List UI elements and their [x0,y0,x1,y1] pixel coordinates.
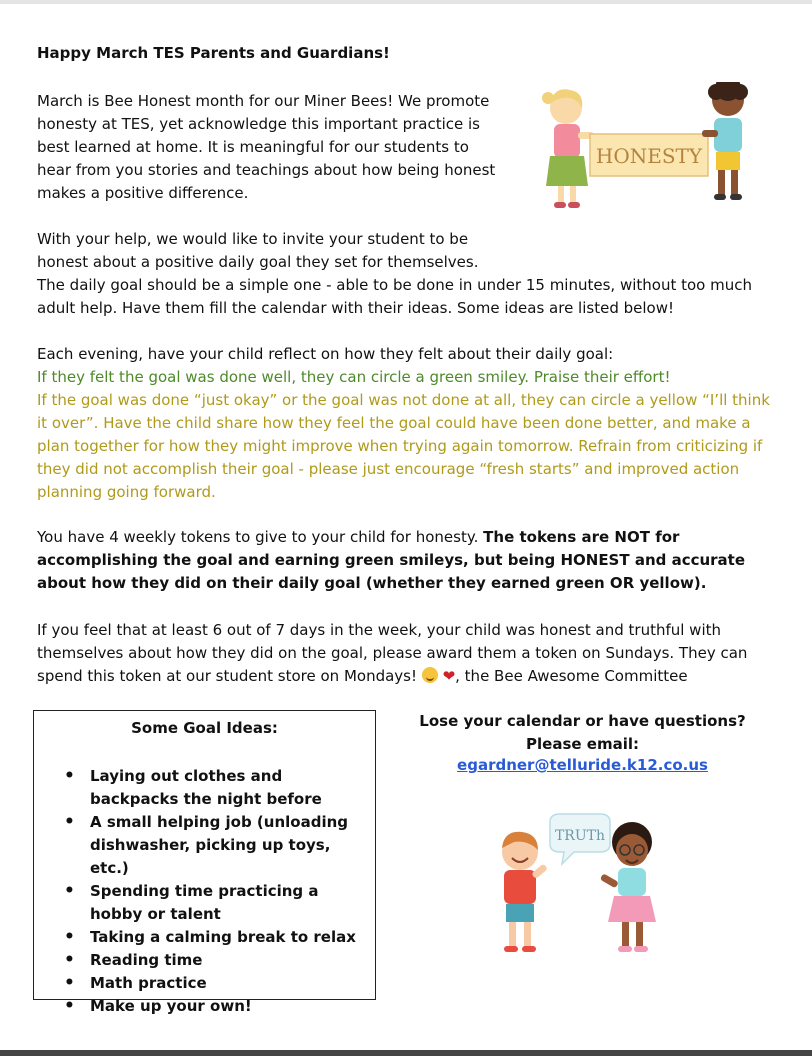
contact-question: Lose your calendar or have questions? [419,712,746,730]
truth-speech-bubble [550,814,610,864]
contact-please-email: Please email: [526,735,639,753]
bottom-border [0,1050,812,1056]
list-item: • Taking a calming break to relax [54,926,372,949]
list-item: • A small helping job (unloading dishwasher, picking up toys, etc.) [54,811,372,880]
svg-text:HONESTY: HONESTY [595,144,703,168]
tokens-paragraph [37,526,777,595]
heart-emoji-icon: ❤ [442,667,456,685]
honest-week-text: If you feel that at least 6 out of 7 days in the week, your child was honest and truthful with themselves about how they did on the goal, please award them a token on Sundays. They can spend this token at our student store on Mondays! [37,621,748,685]
yellow-instruction: If the goal was done “just okay” or the goal was not done at all, they can circle a yellow “I’ll think it over”. Have the child share how they feel the goal could have been done better, and make a plan together for how they might improve when trying again tomorrow. Refrain from criticizing if they did not accomplish their goal - please just encourage “fresh starts” and improved action planning going forward. [37,391,770,501]
honest-week-paragraph [37,619,777,688]
goal-ideas-title: Some Goal Ideas: [131,719,278,737]
girl-figure [542,89,594,208]
top-border [0,0,812,4]
email-link[interactable]: egardner@telluride.k12.co.us [457,756,708,774]
boy-figure [702,82,748,200]
list-item: • Spending time practicing a hobby or talent [54,880,372,926]
contact-block [410,710,755,756]
tokens-plain: You have 4 weekly tokens to give to your child for honesty. [37,528,479,546]
reflection-section [37,343,777,504]
honesty-illustration [532,82,772,217]
smiley-emoji-icon [422,667,438,683]
boy-figure [502,832,548,952]
goal-ideas-box [33,710,376,1015]
list-item: • Laying out clothes and backpacks the night before [54,765,372,811]
greeting-heading: Happy March TES Parents and Guardians! [37,44,390,62]
list-item: • Reading time [54,949,372,972]
tokens-bold: The tokens are NOT for accomplishing the goal and earning green smileys, but being HONEST and accurate about how they did on their daily goal (whether they earned green OR yellow). [37,528,746,592]
svg-text:TRUTh: TRUTh [554,828,606,844]
truth-illustration [484,812,684,962]
green-smiley-instruction: If they felt the goal was done well, they can circle a green smiley. Praise their effort! [37,368,671,386]
list-item: • Make up your own! [54,995,372,1018]
daily-goal-paragraph: The daily goal should be a simple one - able to be done in under 15 minutes, without too much adult help. Have them fill the calendar with their ideas. Some ideas are listed below! [37,276,752,317]
honesty-sign [590,134,708,176]
list-item: • Math practice [54,972,372,995]
goal-ideas-list [54,765,372,1018]
intro-paragraph: March is Bee Honest month for our Miner Bees! We promote honesty at TES, yet acknowledge this important practice is best learned at home. It is meaningful for our students to hear from you stories and teachings about how being honest makes a positive difference. [37,92,496,202]
contact-email-container [410,756,755,774]
signoff-text: , the Bee Awesome Committee [455,667,688,685]
invite-paragraph: With your help, we would like to invite your student to be honest about a positive daily goal they set for themselves. [37,230,479,271]
reflection-intro: Each evening, have your child reflect on how they felt about their daily goal: [37,345,614,363]
